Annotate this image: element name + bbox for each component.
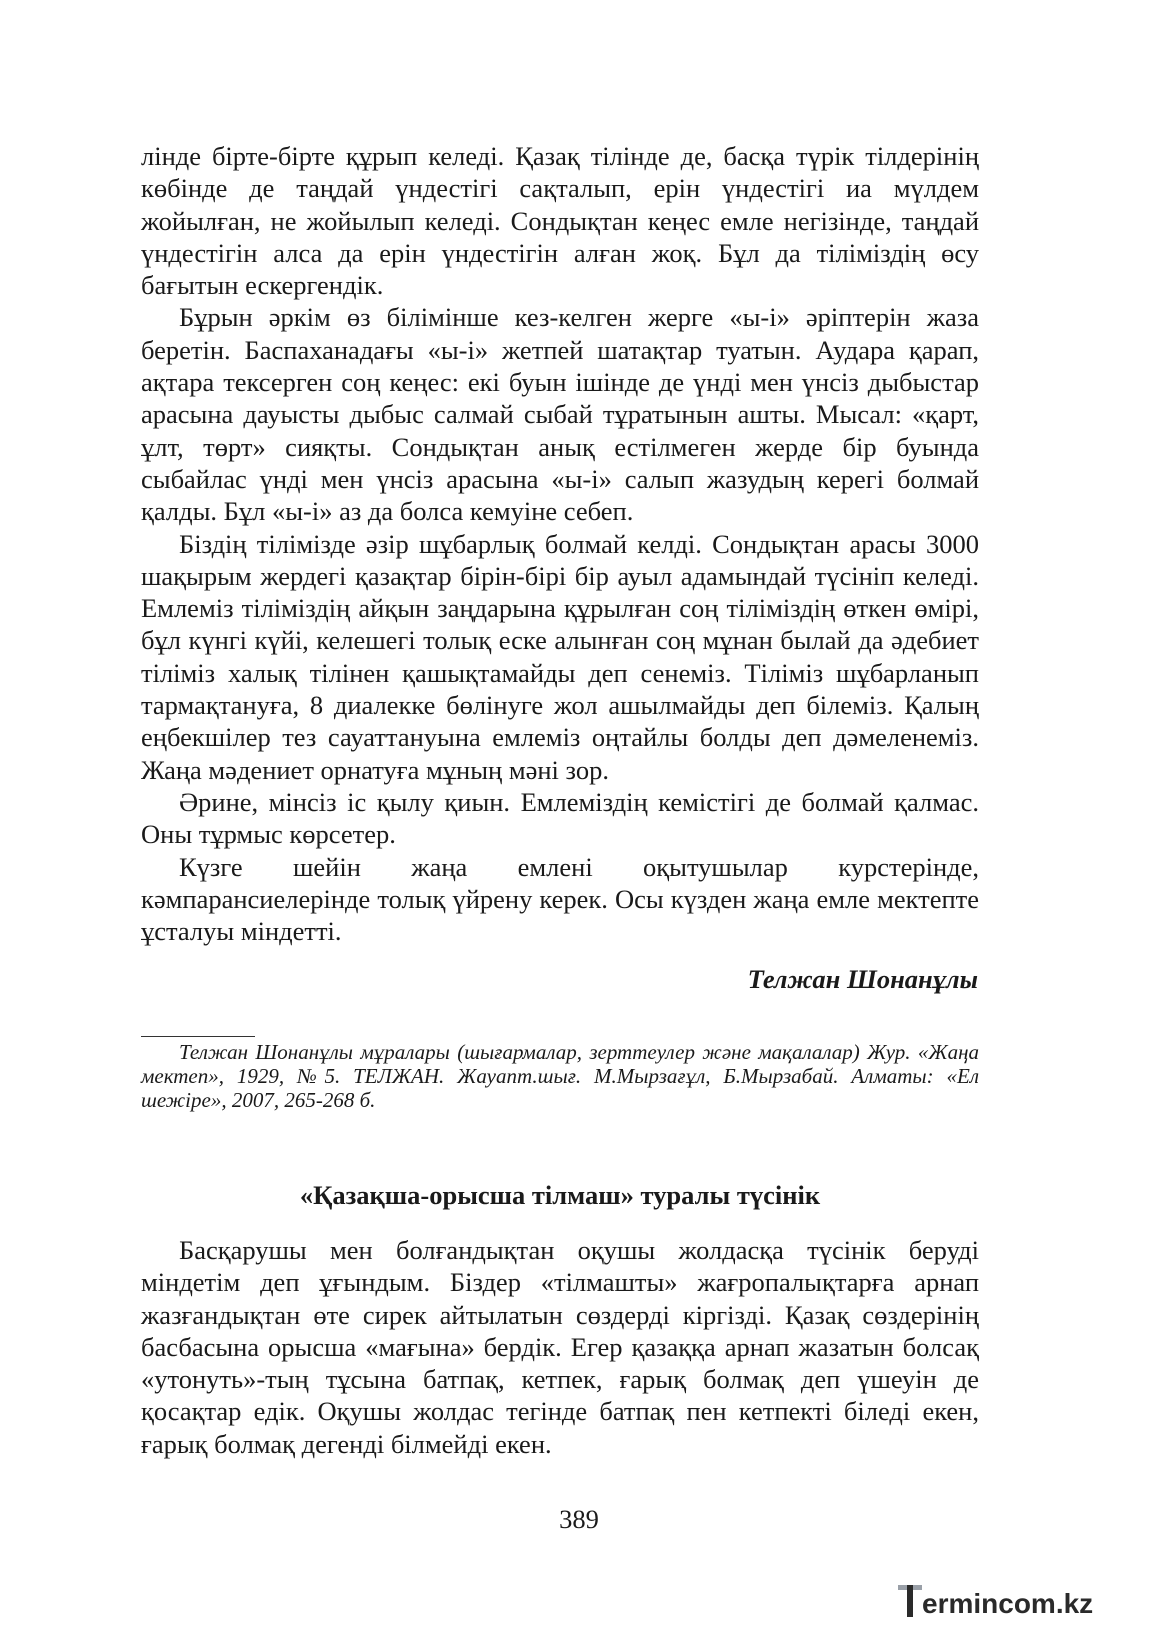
paragraph: Біздің тілімізде әзір шұбарлық болмай келді. Сондықтан арасы 3000 шақырым жердегі қазақтар бірін-бірі бір ауыл адамындай түсініп келеді. Емлеміз тіліміздің айқын заңдарына құрылған соң тіліміздің өткен өмірі, бұл күнгі күйі, келешегі толық еске алынған соң мұнан былай да әдебиет тіліміз халық тілінен қашықтамайды деп сенеміз. Тіліміз шұбарланып тармақтануға, 8 диалекке бөлінуге жол ашылмайды деп білеміз. Қалың еңбекшілер тез сауаттануына емлеміз оңтайлы болды деп дәмеленеміз. Жаңа мәдениет орнатуға мұның мәні зор. — [141, 528, 979, 785]
author-signature: Телжан Шонанұлы — [747, 964, 978, 994]
footnote: Телжан Шонанұлы мұралары (шығармалар, зерттеулер және мақалалар) Жур. «Жаңа мектеп», 1929, №5. ТЕЛЖАН. Жауапт.шығ. М.Мырзағұл, Б.Мырзабай. Алматы: «Ел шежіре», 2007, 265-268 б. — [141, 1040, 979, 1112]
section-title: «Қазақша-орысша тілмаш» туралы түсінік — [299, 1180, 821, 1210]
paragraph: лінде бірте-бірте құрып келеді. Қазақ тілінде де, басқа түрік тілдерінің көбінде де таңдай үндестігі сақталып, ерін үндестігі иа мүлдем жойылған, не жойылып келеді. Сондықтан кеңес емле негізінде, таңдай үндестігін алса да ерін үндестігін алған жоқ. Бұл да тіліміздің өсу бағытын ескергендік. — [141, 141, 979, 301]
termincom-logo-icon — [896, 1579, 1136, 1623]
page-number: 389 — [559, 1504, 599, 1534]
footnote-divider — [141, 1036, 255, 1037]
paragraph: Бұрын әркім өз білімінше кез-келген жерге «ы-і» әріптерін жаза беретін. Баспаханадағы «ы-і» жетпей шатақтар туатын. Аудара қарап, ақтара тексерген соң кеңес: екі буын ішінде де үнді мен үнсіз дыбыстар арасына дауысты дыбыс салмай сыбай тұратынын ашты. Мысал: «қарт, ұлт, төрт» сияқты. Сондықтан анық естілмеген жерде бір буында сыбайлас үнді мен үнсіз арасына «ы-і» салып жазудың керегі болмай қалды. Бұл «ы-і» аз да болса кемуіне себеп. — [141, 302, 979, 527]
watermark-text: ermincom.kz — [922, 1588, 1094, 1619]
body-text-top — [141, 140, 979, 947]
body-text-bottom — [141, 1234, 979, 1460]
paragraph: Басқарушы мен болғандықтан оқушы жолдасқа түсінік беруді міндетім деп ұғындым. Біздер «тілмашты» жағропалықтарға арнап жазғандықтан өте сирек айтылатын сөздерді кіргізді. Қазақ сөздерінің басбасына орысша «мағына» бердік. Егер қазаққа арнап жазатын болсақ «утонуть»-тың тұсына батпақ, кетпек, ғарық болмақ деп үшеуін де қосақтар едік. Оқушы жолдас тегінде батпақ пен кетпекті біледі екен, ғарық болмақ дегенді білмейді екен. — [141, 1235, 979, 1459]
paragraph: Әрине, мінсіз іс қылу қиын. Емлеміздің кемістігі де болмай қалмас. Оны тұрмыс көрсетер. — [141, 786, 979, 850]
paragraph: Күзге шейін жаңа емлені оқытушылар курстерінде, кәмпарансиелерінде толық үйрену керек. Осы күзден жаңа емле мектепте ұсталуы міндетті. — [141, 851, 979, 947]
watermark-logo — [896, 1579, 1136, 1623]
